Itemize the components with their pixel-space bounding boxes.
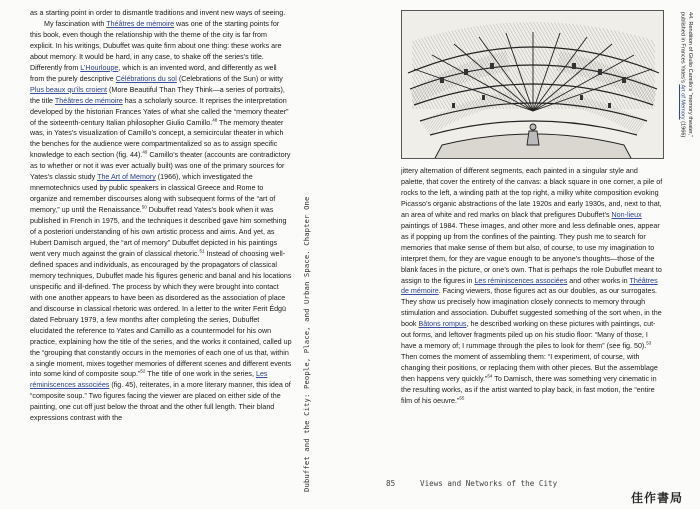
work-title: The Art of Memory — [97, 173, 156, 182]
footnote-ref[interactable]: 52 — [140, 369, 146, 375]
caption-line: 44. Rendition of Giulio Camillo’s “memory theater,” — [687, 12, 693, 137]
footer-section-title: Views and Networks of the City — [420, 479, 558, 488]
footnote-ref[interactable]: 49 — [142, 150, 148, 156]
text-run: Then comes the moment of assembling them: “I experiment, of course, with changing their positions, or replacing them with other pieces. But the assemblage then happens very quickly.” — [401, 353, 658, 384]
text-run: Dubuffet read Yates’s book when it was published in French in 1975, and the techniques it described gave him something of a posteriori understanding of his own artistic process and aims. And yet, as Hubert Damisch argued, the “art of memory” Dubuffet depicted in his paintings went very much against the grain of classical rhetoric. — [30, 206, 287, 258]
work-title: L’Hourloupe — [80, 63, 119, 72]
running-head: Dubuffet and the City: People, Place, and Urban Space. Chapter One — [302, 196, 311, 492]
work-title: Non-lieux — [611, 210, 642, 219]
text-run: The title of one work in the series, — [145, 370, 256, 379]
work-title: Bâtons rompus — [418, 320, 467, 329]
text-run: , which is an invented word, and differently as well from the purely descriptive — [30, 63, 277, 83]
paragraph — [401, 166, 663, 407]
caption-book-title: Art of Memory — [679, 84, 686, 120]
text-run: Camillo’s theater (accounts are contradictory as to whether or not it was ever actually built) was one of the primary sources for Yates’s classic study — [30, 151, 291, 182]
paragraph — [30, 19, 292, 424]
left-text-column — [30, 8, 292, 500]
work-title: Les réminiscences associées — [474, 276, 568, 285]
text-run: . Facing viewers, those figures act as our doubles, as our surrogates. They show us precisely how imagination closely connects to memory through stimulation and association. Dubuffet suggested something of the sort when, in the book — [401, 287, 662, 329]
work-title: Célébrations du sol — [115, 74, 177, 83]
text-run: jittery alternation of different segments, each painted in a singular style and palette, that cover the entirety of the canvas: a black square in one corner, a pile of rocks to the left, a winding path at the top right, a milky white composition evoking Picasso’s organic abstractions of the late 1920s and early 1930s, and, next to that, an area of white and red marks on black that prefigures Dubuffet’s — [401, 167, 663, 219]
footnote-ref[interactable]: 50 — [141, 204, 147, 210]
work-title: Les réminiscences associées — [30, 370, 268, 390]
paragraph — [30, 8, 292, 19]
text-run: , he described working on these pictures with paintings, cut-out forms, and leftover fragments piled up on his studio floor: “Many of those, I have a memory of; I rummage through the piles to look for them” (see fig. 50). — [401, 320, 656, 351]
work-title: Théâtres de mémoire — [54, 96, 123, 105]
text-run: was one of the starting points for this book, even though the relationship with the theme of the city is far from explicit. In his writings, Dubuffet was quite firm about one thing: these works are about memory. It would be hard, in any case, to shake off the series’s title. Differently from — [30, 19, 282, 72]
work-title: Théâtres de mémoire — [106, 19, 175, 28]
page-number: 85 — [386, 479, 396, 488]
text-run: The memory theater was, in Yates’s visualization of Camillo’s concept, a semicircular theater in which the benches for the audience were compartmentalized so as to assign specific knowledge to each section (fig. 44). — [30, 118, 284, 160]
caption-text: (1966) — [679, 119, 686, 138]
footnote-ref[interactable]: 48 — [212, 117, 218, 123]
text-run: (fig. 45), reiterates, in a more literary manner, this idea of “composite soup.” Two figures facing the viewer are placed on either side of the painting, one cut off just below the throat and the other full length. Their bland expressions contrast with the — [30, 381, 291, 423]
watermark: 佳作書局 — [631, 491, 684, 505]
memory-theater-illustration — [402, 11, 664, 159]
footnote-ref[interactable]: 55 — [459, 395, 465, 401]
text-run: (1966), which investigated the mnemotechnics used by public speakers in classical Greece and Rome to organize and remember discourses along with subsequent forms of the “art of memory,” up until the Renaissance. — [30, 173, 276, 215]
work-title: Théâtres de mémoire — [401, 276, 658, 296]
text-run: (More Beautiful Than They Think—a series of portraits), the title — [30, 85, 285, 105]
footnote-ref[interactable]: 54 — [487, 373, 493, 379]
text-run: Instead of choosing well-defined spaces and individuals, as encouraged by the propagators of classical memory techniques, Dubuffet made his figures generic and banal and his locations unspecific and ill-defined. The process by which they were brought into contact with one another appears to have been as disordered as the association of place and discourse in classical rhetoric was ordered. In a letter to the writer Ferit Édgü dated February 1979, a few months after completing the series, Dubuffet elucidated the reference to Yates and Camillo as a countermodel for his own practice, explaining how the title of the series, and the works it contained, called up the “grouping that constantly occurs in the memories of each one of us that, within a single moment, mixes together memories of different scenes and different events into some kind of composite soup.” — [30, 249, 292, 379]
text-run: My fascination with — [44, 19, 107, 28]
work-title: Plus beaux qu’ils croient — [30, 85, 108, 94]
text-run: (Celebrations of the Sun) or witty — [176, 74, 283, 83]
memory-theater-figure — [401, 10, 664, 159]
text-run: To Damisch, there was something very cinematic in the resulting works, as if the artist wanted to play back, in fast motion, the “entire film of his oeuvre.” — [401, 375, 657, 406]
text-run: paintings of 1984. These images, and other more and less definable ones, appear as if popping up from the confines of the painting. They push me to search for memories that make sense of them but also, of course, to use my imagination to interpret them, for they are vague enough to be anyone’s thoughts—those of the blank faces in the picture, or one’s own. That is perhaps the role Dubuffet meant to assign to the figures in — [401, 221, 662, 285]
caption-line — [678, 12, 685, 160]
footnote-ref[interactable]: 51 — [199, 248, 205, 254]
footnote-ref[interactable]: 53 — [646, 340, 652, 346]
figure-caption — [669, 12, 693, 160]
text-run: has a scholarly source. It reprises the interpretation developed by the historian Frances Yates of what she called the “memory theater” of the sixteenth-century Italian philosopher Giulio Camillo. — [30, 96, 289, 127]
caption-text: published in Frances Yates’s — [679, 12, 686, 85]
text-run: and other works in — [567, 276, 630, 285]
right-text-column — [401, 166, 663, 496]
paragraph-text: as a starting point in order to dismantle traditions and invent new ways of seeing. — [30, 9, 286, 17]
